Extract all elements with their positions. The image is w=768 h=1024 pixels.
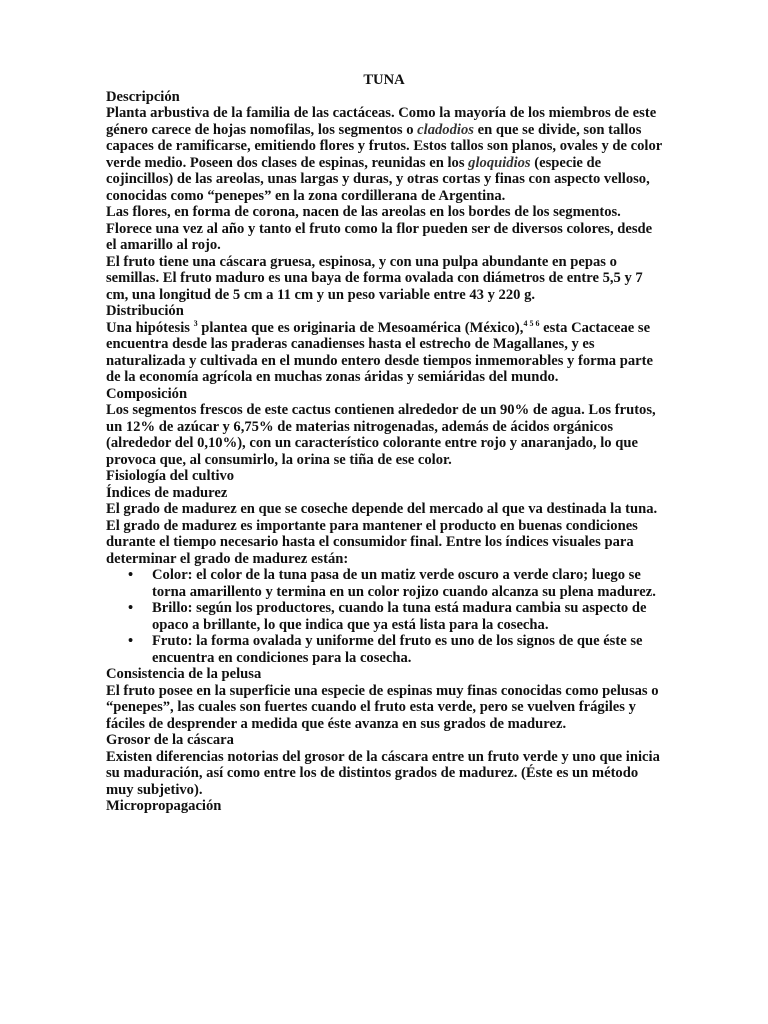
list-item: • Fruto: la forma ovalada y uniforme del fruto es uno de los signos de que éste se encuentra en condiciones para la cosecha. <box>106 633 662 666</box>
list-item: • Color: el color de la tuna pasa de un matiz verde oscuro a verde claro; luego se torna amarillento y termina en un color rojizo cuando alcanza su plena madurez. <box>106 567 662 600</box>
footnote-ref: 4 5 6 <box>523 318 540 328</box>
footnote-ref: 3 <box>193 318 198 328</box>
paragraph-distribucion <box>106 320 662 386</box>
paragraph-pelusa: El fruto posee en la superficie una especie de espinas muy finas conocidas como pelusas o “penepes”, las cuales son fuertes cuando el fruto esta verde, pero se vuelven frágiles y fáciles de desprender a medida que éste avanza en sus grados de madurez. <box>106 682 659 732</box>
paragraph-indices: El grado de madurez en que se coseche depende del mercado al que va destinada la tuna. El grado de madurez es importante para mantener el producto en buenas condiciones durante el tiempo necesario hasta el consumidor final. Entre los índices visuales para determinar el grado de madurez están: <box>106 501 658 567</box>
text-segment: esta Cactaceae se encuentra desde las praderas canadienses hasta el estrecho de Magallanes, y es naturalizada y cultivada en el mundo entero desde tiempos inmemorables y forma parte de la economía agrícola en muchas zonas áridas y semiáridas del mundo. <box>106 319 653 385</box>
heading-descripcion: Descripción <box>106 88 180 105</box>
text-segment: plantea que es originaria de Mesoamérica (México), <box>197 319 524 336</box>
text-segment: Una hipótesis <box>106 319 194 336</box>
paragraph-descripcion-3: El fruto tiene una cáscara gruesa, espinosa, y con una pulpa abundante en pepas o semillas. El fruto maduro es una baya de forma ovalada con diámetros de entre 5,5 y 7 cm, una longitud de 5 cm a 11 cm y un peso variable entre 43 y 220 g. <box>106 253 643 303</box>
heading-distribucion: Distribución <box>106 303 184 319</box>
heading-grosor: Grosor de la cáscara <box>106 732 234 748</box>
paragraph-composicion: Los segmentos frescos de este cactus contienen alrededor de un 90% de agua. Los frutos, un 12% de azúcar y 6,75% de materias nitrogenadas, además de ácidos orgánicos (alrededor del 0,10%), con un característico colorante entre rojo y anaranjado, lo que provoca que, al consumirlo, la orina se tiña de ese color. <box>106 402 656 468</box>
heading-fisiologia: Fisiología del cultivo <box>106 468 235 484</box>
paragraph-descripcion-1 <box>106 105 662 204</box>
heading-micropropagacion: Micropropagación <box>106 798 222 814</box>
text-segment: Planta arbustiva de la familia de las cactáceas. Como la mayoría de los miembros de este género carece de hojas nomofilas, los segmentos o <box>106 105 657 138</box>
paragraph-descripcion-2: Las flores, en forma de corona, nacen de las areolas en los bordes de los segmentos. Florece una vez al año y tanto el fruto como la flor pueden ser de diversos colores, desde el amarillo al rojo. <box>106 204 653 253</box>
italic-term-cladodios: cladodios <box>417 121 474 138</box>
list-item: • Brillo: según los productores, cuando la tuna está madura cambia su aspecto de opaco a brillante, lo que indica que ya está lista para la cosecha. <box>106 600 662 633</box>
text-segment: (especie de cojincillos) de las areolas, unas largas y duras, y otras cortas y finas con aspecto velloso, conocidas como “penepes” en la zona cordillerana de Argentina. <box>106 154 650 204</box>
document-title: TUNA <box>363 72 405 88</box>
bullet-list <box>106 567 662 666</box>
text-segment: en que se divide, son tallos capaces de ramificarse, emitiendo flores y frutos. Estos tallos son planos, ovales y de color verde medio. Poseen dos clases de espinas, reunidas en los <box>106 121 663 171</box>
italic-term-gloquidios: gloquidios <box>468 154 531 171</box>
document-page <box>106 72 662 815</box>
heading-indices: Índices de madurez <box>106 484 228 501</box>
heading-composicion: Composición <box>106 385 188 402</box>
paragraph-grosor: Existen diferencias notorias del grosor de la cáscara entre un fruto verde y uno que inicia su maduración, así como entre los de distintos grados de madurez. (Éste es un método muy subjetivo). <box>106 748 660 798</box>
heading-pelusa: Consistencia de la pelusa <box>106 666 262 682</box>
